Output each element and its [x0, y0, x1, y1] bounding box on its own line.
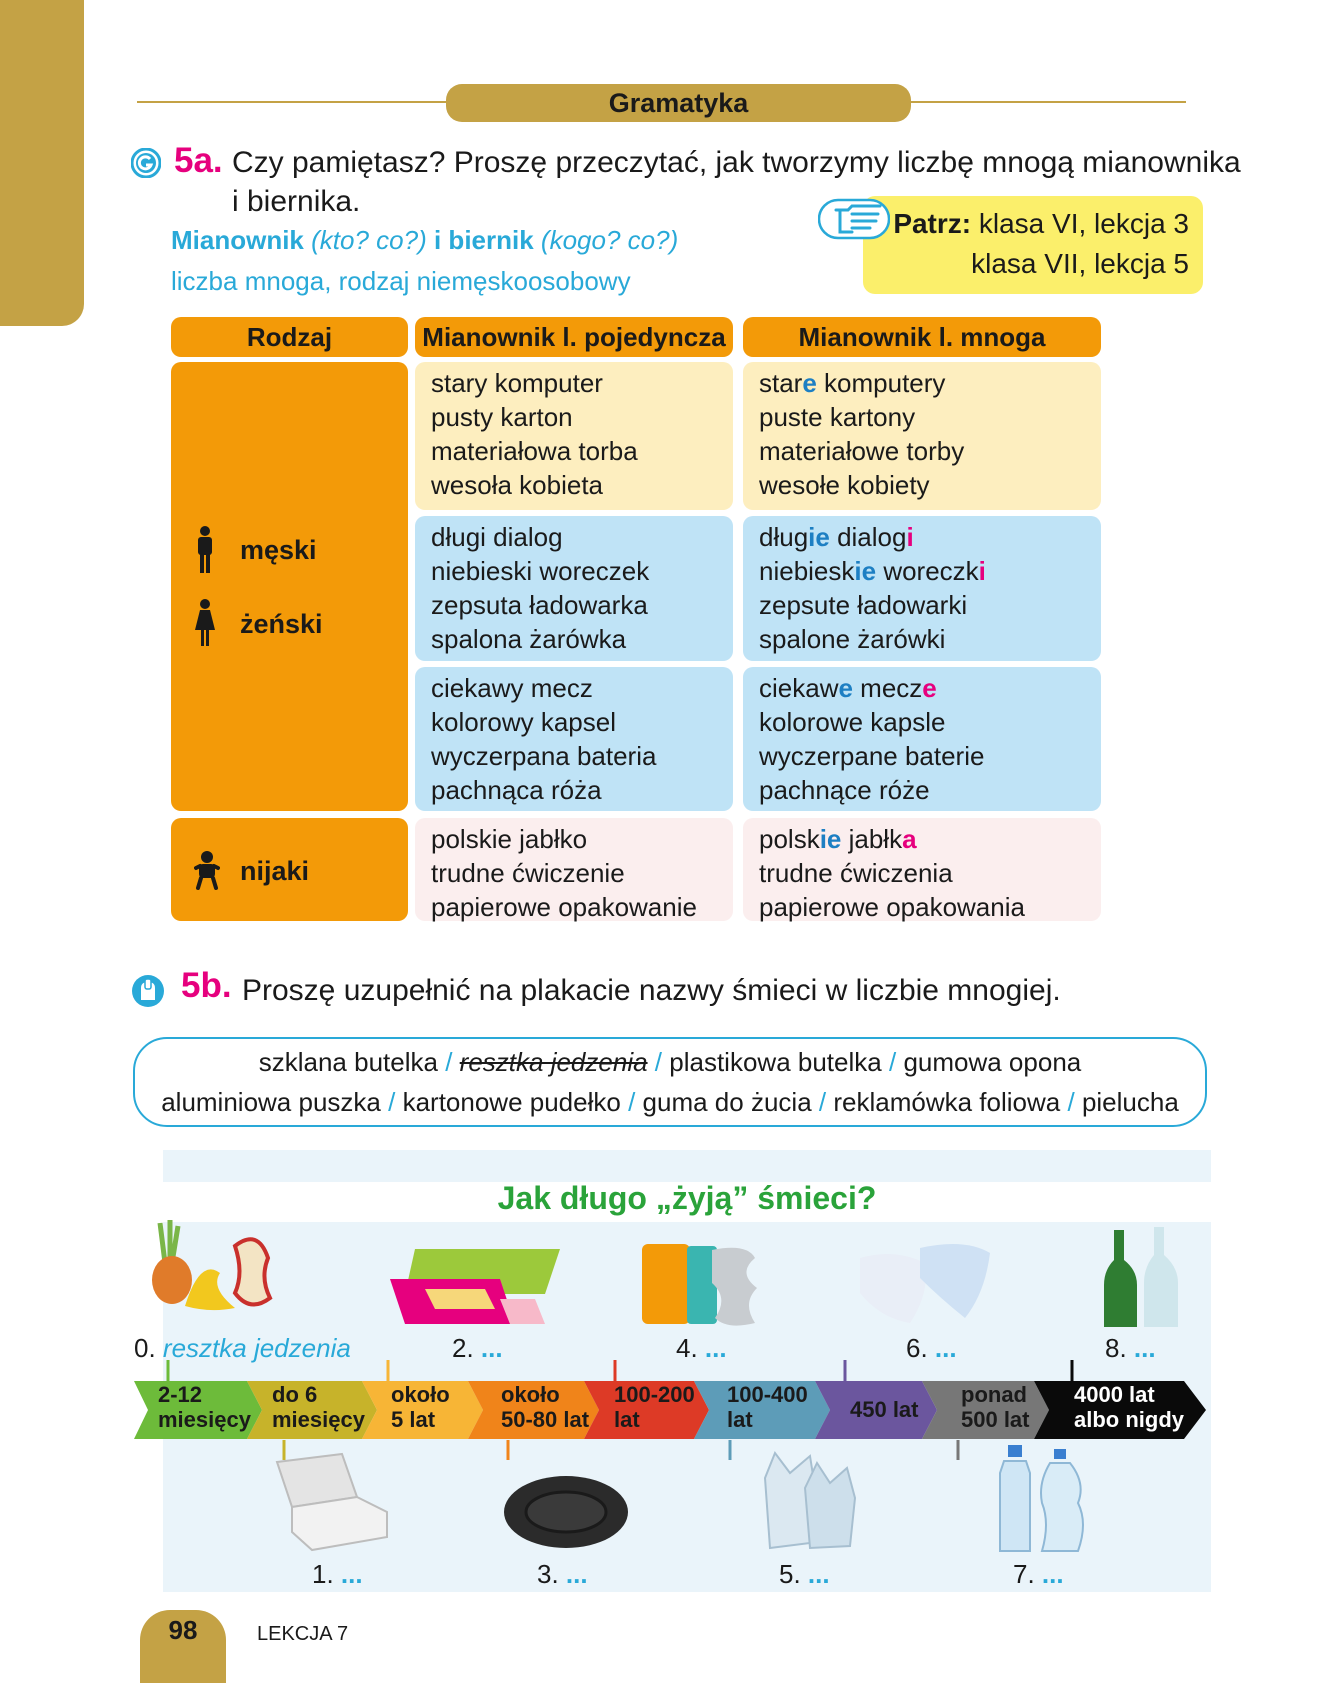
chewing-gum-icon — [385, 1244, 565, 1329]
singular-4-2: trudne ćwiczenie — [431, 858, 625, 888]
diaper-icon — [855, 1238, 995, 1328]
singular-1-4: wesoła kobieta — [431, 470, 603, 500]
timeline-text-5-l1: 100-200 — [614, 1382, 695, 1407]
plural-group-4 — [743, 818, 1101, 921]
timeline-text-4-l1: około — [501, 1382, 560, 1407]
plural-group-3 — [743, 667, 1101, 811]
plural-3-1-noun-ending: e — [922, 673, 937, 703]
word-bank-line1 — [135, 1047, 1205, 1078]
table-header-singular: Mianownik l. pojedyncza — [415, 317, 733, 357]
plural-3-1-adj-ending: e — [838, 673, 853, 703]
word-pielucha: pielucha — [1081, 1087, 1179, 1117]
subtitle-line2: liczba mnoga, rodzaj niemęskoosobowy — [171, 266, 631, 296]
case-subtitle — [171, 225, 678, 256]
exercise-5b-text: Proszę uzupełnić na plakacie nazwy śmieci w liczbie mnogiej. — [242, 974, 1061, 1007]
plural-4-1-adj-ending: ie — [819, 824, 842, 854]
word-guma-do-zucia: guma do żucia — [642, 1087, 812, 1117]
singular-2-3: zepsuta ładowarka — [431, 590, 648, 620]
timeline-text-1-l2: miesięcy — [158, 1407, 251, 1432]
reference-line1 — [893, 208, 1189, 240]
poster-label-6-num: 6. — [906, 1333, 928, 1363]
lesson-label: LEKCJA 7 — [257, 1623, 349, 1645]
poster-label-3 — [537, 1559, 588, 1590]
tire-icon — [502, 1475, 630, 1550]
plastic-bottles-icon — [998, 1443, 1088, 1555]
gender-label-neuter: nijaki — [240, 856, 310, 886]
singular-4-1: polskie jabłko — [431, 824, 588, 854]
poster-label-5 — [779, 1559, 830, 1590]
singular-2-1: długi dialog — [431, 522, 563, 552]
plural-2-2-stem: niebiesk — [759, 556, 855, 586]
poster-label-6-blank[interactable]: ... — [934, 1333, 957, 1363]
poster-label-1-blank[interactable]: ... — [340, 1559, 363, 1589]
timeline-text-6-l1: 100-400 — [727, 1382, 808, 1407]
plural-4-1 — [759, 822, 1085, 856]
poster-label-0-text: resztka jedzenia — [162, 1333, 351, 1363]
plural-2-2-noun-ending: i — [978, 556, 986, 586]
timeline-text-7-l1: 450 lat — [850, 1397, 919, 1422]
plural-2-2 — [759, 554, 1085, 588]
plural-2-1-stem: dług — [759, 522, 809, 552]
timeline-text-3-l2: 5 lat — [391, 1407, 436, 1432]
singular-1-3: materiałowa torba — [431, 436, 638, 466]
word-plastikowa-butelka: plastikowa butelka — [669, 1047, 882, 1077]
poster-top-band — [163, 1150, 1211, 1182]
subtitle-question-2: (kogo? co?) — [540, 225, 679, 255]
plural-2-1 — [759, 520, 1085, 554]
plural-1-1-ending: e — [802, 368, 817, 398]
word-aluminiowa-puszka: aluminiowa puszka — [161, 1087, 381, 1117]
timeline-text-2-l1: do 6 — [272, 1382, 318, 1407]
plural-1-2: puste kartony — [759, 402, 916, 432]
singular-3-3: wyczerpana bateria — [431, 741, 657, 771]
word-bank-line2 — [135, 1087, 1205, 1118]
exercise-5a-text-line1: Czy pamiętasz? Proszę przeczytać, jak tworzymy liczbę mnogą mianownika — [232, 146, 1241, 179]
timeline-text-2 — [272, 1382, 365, 1432]
word-separator: / — [628, 1087, 636, 1117]
writing-hand-icon — [131, 974, 165, 1008]
poster-label-7 — [1013, 1559, 1064, 1590]
word-separator: / — [388, 1087, 396, 1117]
timeline-text-2-l2: miesięcy — [272, 1407, 365, 1432]
timeline-text-8 — [961, 1382, 1030, 1432]
singular-3-1: ciekawy mecz — [431, 673, 593, 703]
singular-3-4: pachnąca róża — [431, 775, 602, 805]
exercise-5a-number: 5a. — [174, 141, 223, 180]
singular-1-1: stary komputer — [431, 368, 603, 398]
aluminium-cans-icon — [637, 1238, 762, 1330]
timeline-text-9-l1: 4000 lat — [1074, 1382, 1155, 1407]
word-resztka-jedzenia: resztka jedzenia — [459, 1047, 648, 1077]
plural-4-1-stem: polsk — [759, 824, 820, 854]
exercise-5a-text-line2: i biernika. — [232, 185, 361, 218]
timeline-text-9-l2: albo nigdy — [1074, 1407, 1184, 1432]
plural-3-3: wyczerpane baterie — [759, 741, 985, 771]
singular-group-4 — [415, 818, 733, 921]
gender-cell-masc-fem — [171, 362, 408, 811]
word-reklamowka-foliowa: reklamówka foliowa — [833, 1087, 1061, 1117]
poster-label-1-num: 1. — [312, 1559, 334, 1589]
reference-text1: klasa VI, lekcja 3 — [978, 208, 1189, 239]
timeline-text-1 — [158, 1382, 251, 1432]
word-szklana-butelka: szklana butelka — [258, 1047, 438, 1077]
poster-label-7-num: 7. — [1013, 1559, 1035, 1589]
grammar-g-icon — [131, 148, 161, 178]
side-tab — [0, 0, 84, 326]
timeline-text-7 — [850, 1397, 919, 1422]
poster-label-2-num: 2. — [452, 1333, 474, 1363]
singular-1-2: pusty karton — [431, 402, 573, 432]
subtitle-question-1: (kto? co?) — [311, 225, 427, 255]
timeline-text-4 — [501, 1382, 589, 1432]
food-scraps-icon — [140, 1218, 280, 1318]
female-figure-icon — [194, 598, 216, 648]
plural-4-3: papierowe opakowania — [759, 892, 1025, 922]
table-header-plural: Mianownik l. mnoga — [743, 317, 1101, 357]
reference-box — [863, 196, 1203, 294]
timeline-text-6 — [727, 1382, 808, 1432]
plural-3-1-noun: mecz — [852, 673, 923, 703]
poster-label-5-blank[interactable]: ... — [807, 1559, 830, 1589]
section-title: Gramatyka — [446, 84, 911, 122]
poster-label-0-num: 0. — [134, 1333, 156, 1363]
subtitle-i-biernik: i biernik — [433, 225, 534, 255]
plural-4-2: trudne ćwiczenia — [759, 858, 953, 888]
plastic-bags-icon — [755, 1448, 865, 1553]
singular-4-3: papierowe opakowanie — [431, 892, 697, 922]
plural-3-1-stem: ciekaw — [759, 673, 839, 703]
plural-1-1-stem: star — [759, 368, 803, 398]
timeline-text-8-l2: 500 lat — [961, 1407, 1030, 1432]
subtitle-mianownik: Mianownik — [171, 225, 304, 255]
word-separator: / — [888, 1047, 897, 1077]
plural-3-1 — [759, 671, 1085, 705]
timeline-text-6-l2: lat — [727, 1407, 753, 1432]
table-header-rodzaj: Rodzaj — [171, 317, 408, 357]
plural-2-4: spalone żarówki — [759, 624, 946, 654]
singular-2-4: spalona żarówka — [431, 624, 627, 654]
child-figure-icon — [194, 850, 220, 890]
plural-1-1-noun: komputery — [816, 368, 946, 398]
poster-label-5-num: 5. — [779, 1559, 801, 1589]
poster-label-8-num: 8. — [1105, 1333, 1127, 1363]
plural-group-1 — [743, 362, 1101, 510]
timeline-text-5 — [614, 1382, 695, 1432]
poster-label-3-num: 3. — [537, 1559, 559, 1589]
plural-4-1-noun: jabłk — [841, 824, 903, 854]
plural-3-2: kolorowe kapsle — [759, 707, 946, 737]
timeline-text-8-l1: ponad — [961, 1382, 1027, 1407]
singular-group-2 — [415, 516, 733, 661]
exercise-5b-number: 5b. — [181, 966, 232, 1005]
word-separator: / — [654, 1047, 663, 1077]
word-separator: / — [1067, 1087, 1075, 1117]
gender-label-female: żeński — [240, 609, 323, 639]
reference-label: Patrz: — [893, 208, 972, 239]
glass-bottles-icon — [1102, 1225, 1182, 1330]
plural-2-2-noun: woreczk — [876, 556, 979, 586]
timeline-text-9 — [1074, 1382, 1184, 1432]
poster-label-2-blank[interactable]: ... — [480, 1333, 503, 1363]
word-kartonowe-pudelko: kartonowe pudełko — [402, 1087, 621, 1117]
word-gumowa-opona: gumowa opona — [903, 1047, 1082, 1077]
gender-label-male: męski — [240, 535, 317, 565]
poster-label-8-blank[interactable]: ... — [1133, 1333, 1156, 1363]
word-separator: / — [445, 1047, 453, 1077]
plural-4-1-noun-ending: a — [902, 824, 917, 854]
male-figure-icon — [194, 525, 216, 575]
header-rule-right — [910, 101, 1186, 103]
plural-2-1-noun: dialog — [829, 522, 907, 552]
plural-2-1-noun-ending: i — [906, 522, 914, 552]
reference-line2: klasa VII, lekcja 5 — [971, 248, 1189, 279]
plural-2-2-adj-ending: ie — [854, 556, 877, 586]
poster-title: Jak długo „żyją” śmieci? — [497, 1180, 877, 1216]
poster-label-4-blank[interactable]: ... — [704, 1333, 727, 1363]
singular-group-1 — [415, 362, 733, 510]
page-number: 98 — [168, 1615, 198, 1645]
poster-label-3-blank[interactable]: ... — [565, 1559, 588, 1589]
plural-3-4: pachnące róże — [759, 775, 930, 805]
singular-3-2: kolorowy kapsel — [431, 707, 616, 737]
plural-1-3: materiałowe torby — [759, 436, 965, 466]
poster-label-7-blank[interactable]: ... — [1041, 1559, 1064, 1589]
timeline-text-5-l2: lat — [614, 1407, 640, 1432]
poster-label-4-num: 4. — [676, 1333, 698, 1363]
plural-2-1-adj-ending: ie — [808, 522, 830, 552]
poster-label-1 — [312, 1559, 363, 1590]
timeline-text-3-l1: około — [391, 1382, 450, 1407]
word-separator: / — [818, 1087, 827, 1117]
singular-2-2: niebieski woreczek — [431, 556, 650, 586]
plural-2-3: zepsute ładowarki — [759, 590, 968, 620]
header-rule-left — [137, 101, 447, 103]
pointing-hand-icon — [818, 196, 890, 242]
plural-group-2 — [743, 516, 1101, 661]
cardboard-box-icon — [272, 1452, 392, 1552]
timeline-text-1-l1: 2-12 — [158, 1382, 203, 1407]
plural-1-4: wesołe kobiety — [759, 470, 930, 500]
timeline-text-3 — [391, 1382, 450, 1432]
timeline-text-4-l2: 50-80 lat — [501, 1407, 590, 1432]
plural-1-1 — [759, 366, 1085, 400]
word-bank — [133, 1037, 1207, 1127]
singular-group-3 — [415, 667, 733, 811]
